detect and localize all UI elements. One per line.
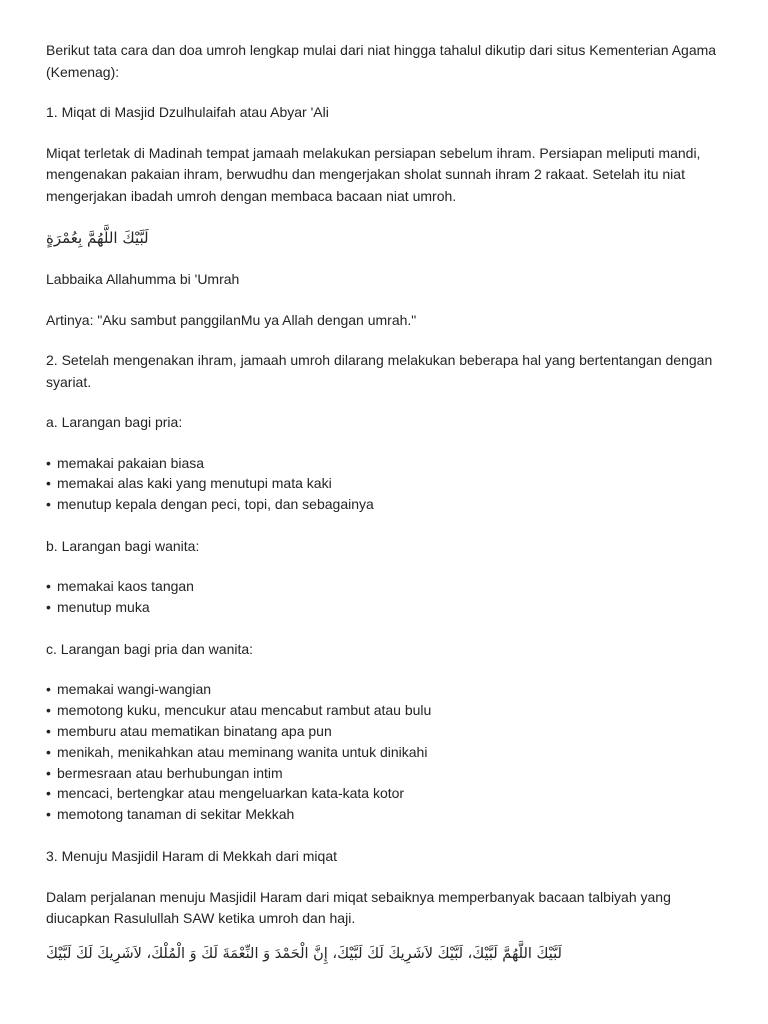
- list-item-text: bermesraan atau berhubungan intim: [57, 764, 283, 781]
- list-item-text: memakai alas kaki yang menutupi mata kaki: [57, 475, 332, 492]
- larangan-pria-list: [46, 453, 721, 515]
- bullet-icon: •: [46, 578, 51, 595]
- list-item-text: menutup muka: [57, 599, 150, 616]
- bullet-icon: •: [46, 723, 51, 740]
- list-item-text: menutup kepala dengan peci, topi, dan sebagainya: [57, 496, 374, 513]
- list-item-text: memburu atau mematikan binatang apa pun: [57, 723, 332, 740]
- bullet-icon: •: [46, 785, 51, 802]
- transliteration-labbaika: Labbaika Allahumma bi 'Umrah: [46, 271, 240, 287]
- list-item: [46, 576, 721, 597]
- bullet-icon: •: [46, 599, 51, 616]
- sub-heading-larangan-wanita: b. Larangan bagi wanita:: [46, 537, 200, 554]
- list-item: [46, 597, 721, 618]
- list-item: [46, 742, 721, 763]
- translation-artinya: Artinya: "Aku sambut panggilanMu ya Allah dengan umrah.": [46, 311, 417, 328]
- list-item-text: memakai kaos tangan: [57, 578, 194, 595]
- list-item: [46, 700, 721, 721]
- bullet-icon: •: [46, 764, 51, 781]
- heading-menuju-masjidil-haram: 3. Menuju Masjidil Haram di Mekkah dari miqat: [46, 848, 337, 865]
- list-item: [46, 473, 721, 494]
- list-item-text: mencaci, bertengkar atau mengeluarkan kata-kata kotor: [57, 785, 405, 802]
- list-item: [46, 721, 721, 742]
- bullet-icon: •: [46, 806, 51, 823]
- list-item: [46, 453, 721, 474]
- arabic-talbiyah: لَبَّيْكَ اللَّهُمَّ لَبَّيْكَ، لَبَّيْكَ لاَشَرِيكَ لَكَ لَبَّيْكَ، إِنَّ الْحَمْدَ وَ النِّعْمَةَ لَكَ وَ الْمُلْكَ، لاَشَرِيكَ لَكَ لَبَّيْكَ: [46, 945, 562, 962]
- bullet-icon: •: [46, 475, 51, 492]
- sub-heading-larangan-pria: a. Larangan bagi pria:: [46, 414, 183, 430]
- larangan-pria-wanita-list: [46, 679, 721, 825]
- list-item-text: memotong kuku, mencukur atau mencabut rambut atau bulu: [57, 702, 432, 719]
- bullet-icon: •: [46, 454, 51, 471]
- heading-larangan-ihram: 2. Setelah mengenakan ihram, jamaah umroh dilarang melakukan beberapa hal yang bertentangan dengan syariat.: [46, 352, 713, 390]
- bullet-icon: •: [46, 743, 51, 760]
- list-item-text: memotong tanaman di sekitar Mekkah: [57, 806, 295, 823]
- sub-heading-larangan-pria-wanita: c. Larangan bagi pria dan wanita:: [46, 640, 254, 657]
- larangan-wanita-list: [46, 576, 721, 618]
- intro-paragraph: Berikut tata cara dan doa umroh lengkap mulai dari niat hingga tahalul dikutip dari situs Kementerian Agama (Kemenag):: [46, 42, 717, 80]
- miqat-body-paragraph: Miqat terletak di Madinah tempat jamaah melakukan persiapan sebelum ihram. Persiapan meliputi mandi, mengenakan pakaian ihram, berwudhu dan mengerjakan sholat sunnah ihram 2 rakaat. Setelah itu niat mengerjakan ibadah umroh dengan membaca bacaan niat umroh.: [46, 144, 701, 204]
- list-item-text: memakai wangi-wangian: [57, 681, 212, 698]
- arabic-niat-umroh: لَبَّيْكَ اللَّهُمَّ بِعُمْرَةٍ: [46, 229, 149, 247]
- list-item: [46, 494, 721, 515]
- bullet-icon: •: [46, 496, 51, 513]
- heading-miqat: 1. Miqat di Masjid Dzulhulaifah atau Abyar 'Ali: [46, 104, 329, 120]
- list-item-text: menikah, menikahkan atau meminang wanita untuk dinikahi: [57, 743, 428, 760]
- list-item: [46, 763, 721, 784]
- list-item: [46, 679, 721, 700]
- bullet-icon: •: [46, 681, 51, 698]
- bullet-icon: •: [46, 702, 51, 719]
- talbiyah-body-paragraph: Dalam perjalanan menuju Masjidil Haram dari miqat sebaiknya memperbanyak bacaan talbiyah yang diucapkan Rasulullah SAW ketika umroh dan haji.: [46, 888, 671, 927]
- list-item-text: memakai pakaian biasa: [57, 454, 205, 471]
- list-item: [46, 804, 721, 825]
- list-item: [46, 783, 721, 804]
